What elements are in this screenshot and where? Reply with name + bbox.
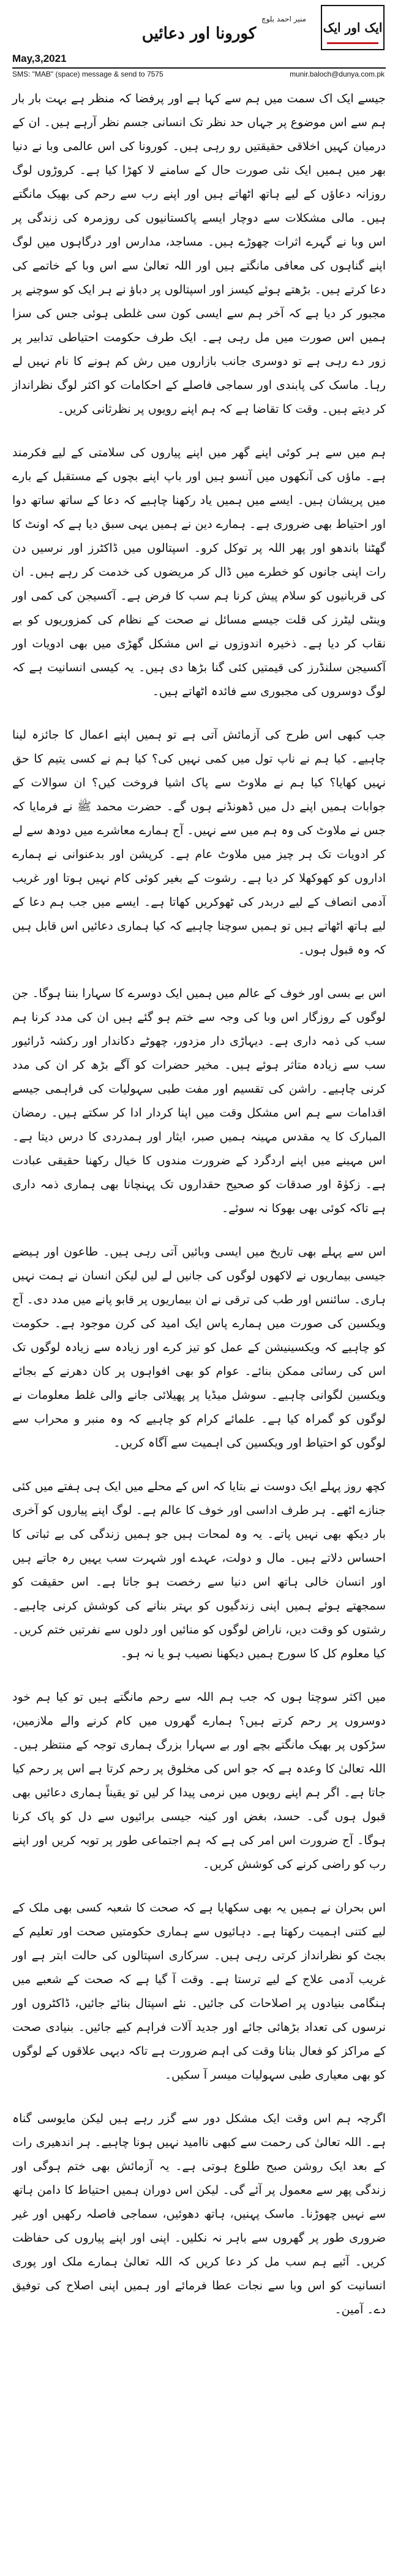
article-body	[12, 87, 386, 2322]
article-paragraph: اس بحران نے ہمیں یہ بھی سکھایا ہے کہ صحت کا شعبہ کسی بھی ملک کے لیے کتنی اہمیت رکھتا ہے۔ دہائیوں سے ہماری حکومتیں صحت اور تعلیم کے بجٹ کو نظرانداز کرتی رہی ہیں۔ سرکاری اسپتالوں کی حالت ابتر ہے اور غریب آدمی علاج کے لیے ترستا ہے۔ وقت آ گیا ہے کہ صحت کے شعبے میں ہنگامی بنیادوں پر اصلاحات کی جائیں۔ نئے اسپتال بنائے جائیں، ڈاکٹروں اور نرسوں کی تعداد بڑھائی جائے اور جدید آلات فراہم کیے جائیں۔ بنیادی صحت کے مراکز کو فعال بنانا وقت کی اہم ضرورت ہے تاکہ دیہی علاقوں کے لوگوں کو بھی معیاری طبی سہولیات میسر آ سکیں۔	[12, 1901, 386, 2082]
header-divider	[12, 67, 386, 69]
paragraph-spacer	[12, 1666, 386, 1685]
column-logo	[321, 5, 385, 50]
article-paragraph: اگرچہ ہم اس وقت ایک مشکل دور سے گزر رہے ہیں لیکن مایوسی گناہ ہے۔ اللہ تعالیٰ کی رحمت سے کبھی ناامید نہیں ہونا چاہیے۔ ہر اندھیری رات کے بعد ایک روشن صبح طلوع ہوتی ہے۔ یہ آزمائش بھی ختم ہوگی اور زندگی پھر سے معمول پر آئے گی۔ لیکن اس دوران ہمیں احتیاط کا دامن ہاتھ سے نہیں چھوڑنا۔ ماسک پہنیں، ہاتھ دھوئیں، سماجی فاصلہ رکھیں اور غیر ضروری طور پر گھروں سے باہر نہ نکلیں۔ اپنی اور اپنے پیاروں کی حفاظت کریں۔ آئیے ہم سب مل کر دعا کریں کہ اللہ تعالیٰ ہمارے ملک اور پوری انسانیت کو اس وبا سے نجات عطا فرمائے اور ہمیں اپنی اصلاح کی توفیق دے۔ آمین۔	[12, 2112, 386, 2316]
paragraph-spacer	[12, 962, 386, 982]
columnist-name: منیر احمد بلوچ	[261, 15, 306, 23]
column-header	[0, 0, 398, 80]
article-paragraph: ہم میں سے ہر کوئی اپنے گھر میں اپنے پیاروں کی سلامتی کے لیے فکرمند ہے۔ ماؤں کی آنکھوں میں آنسو ہیں اور باپ اپنے بچوں کے مستقبل کے بارے میں پریشان ہیں۔ ایسے میں ہمیں یاد رکھنا چاہیے کہ دعا کے ساتھ ساتھ دوا اور احتیاط بھی ضروری ہے۔ ہمارے دین نے ہمیں یہی سبق دیا ہے کہ اونٹ کا گھٹنا باندھو اور پھر اللہ پر توکل کرو۔ اسپتالوں میں ڈاکٹرز اور نرسیں دن رات اپنی جانوں کو خطرے میں ڈال کر مریضوں کی خدمت کر رہے ہیں۔ ان کی قربانیوں کو سلام پیش کرنا ہم سب کا فرض ہے۔ آکسیجن کی کمی اور وینٹی لیٹرز کی قلت جیسے مسائل نے صحت کے نظام کی کمزوریوں کو بے نقاب کر دیا ہے۔ ذخیرہ اندوزوں نے اس مشکل گھڑی میں بھی ادویات اور آکسیجن سلنڈرز کی قیمتیں کئی گنا بڑھا دی ہیں۔ یہ کیسی انسانیت ہے کہ لوگ دوسروں کی مجبوری سے فائدہ اٹھاتے ہیں۔	[12, 446, 386, 698]
paragraph-spacer	[12, 2087, 386, 2107]
article-paragraph: اس بے بسی اور خوف کے عالم میں ہمیں ایک دوسرے کا سہارا بننا ہوگا۔ جن لوگوں کے روزگار اس وبا کی وجہ سے ختم ہو گئے ہیں ان کی مدد کرنا ہم سب کی ذمہ داری ہے۔ دیہاڑی دار مزدور، چھوٹے دکاندار اور رکشہ ڈرائیور سب سے زیادہ متاثر ہوئے ہیں۔ مخیر حضرات کو آگے بڑھ کر ان کی مدد کرنی چاہیے۔ راشن کی تقسیم اور مفت طبی سہولیات کی فراہمی جیسے اقدامات سے ہم اس مشکل وقت میں اپنا کردار ادا کر سکتے ہیں۔ رمضان المبارک کا یہ مقدس مہینہ ہمیں صبر، ایثار اور ہمدردی کا درس دیتا ہے۔ اس مہینے میں اپنے اردگرد کے ضرورت مندوں کا خیال رکھنا حقیقی عبادت ہے۔ زکوٰۃ اور صدقات کو صحیح حقداروں تک پہنچانا بھی ہماری ذمہ داری ہے تاکہ کوئی بھی بھوکا نہ سوئے۔	[12, 987, 386, 1215]
logo-accent-bar	[327, 42, 378, 44]
publish-date: May,3,2021	[12, 53, 67, 64]
article-paragraph: میں اکثر سوچتا ہوں کہ جب ہم اللہ سے رحم مانگتے ہیں تو کیا ہم خود دوسروں پر رحم کرتے ہیں؟ ہمارے گھروں میں کام کرنے والے ملازمین، سڑکوں پر بھیک مانگتے بچے اور بے سہارا بزرگ ہماری توجہ کے منتظر ہیں۔ اللہ تعالیٰ کا وعدہ ہے کہ جو اس کی مخلوق پر رحم کرتا ہے اس پر رحم کیا جاتا ہے۔ اگر ہم اپنے رویوں میں نرمی پیدا کر لیں تو یقیناً ہماری دعائیں بھی قبول ہوں گی۔ حسد، بغض اور کینہ جیسی برائیوں سے دل کو پاک کرنا ہوگا۔ آج ضرورت اس امر کی ہے کہ ہم اجتماعی طور پر توبہ کریں اور اپنے رب کو راضی کرنے کی کوشش کریں۔	[12, 1690, 386, 1871]
article-title: کورونا اور دعائیں	[141, 24, 257, 43]
article-paragraph: جیسے ایک اک سمت میں ہم سے کہا ہے اور پرفضا کہ منظر ہے بہت بار بار ہم سے اس موضوع پر جہاں حد نظر تک انسانی جسم نظر آرہے ہیں۔ ان کے درمیان کہیں اخلاقی حقیقتیں رو رہی ہیں۔ کورونا کی اس عالمی وبا نے دنیا بھر میں ہمیں ایک نئی صورت حال کے سامنے لا کھڑا کیا ہے۔ کروڑوں لوگ روزانہ دعاؤں کے لیے ہاتھ اٹھاتے ہیں اور اپنے رب سے رحم کی بھیک مانگتے ہیں۔ مالی مشکلات سے دوچار ایسے پاکستانیوں کی روزمرہ کی زندگی پر اس وبا نے گہرے اثرات چھوڑے ہیں۔ مساجد، مدارس اور درگاہوں میں لوگ اپنے گناہوں کی معافی مانگتے ہیں اور اللہ تعالیٰ سے اس وبا کے خاتمے کی دعا کرتے ہیں۔ بڑھتے ہوئے کیسز اور اسپتالوں پر دباؤ نے ہر ایک کو سوچنے پر مجبور کر دیا ہے کہ آخر ہم سے ایسی کون سی غلطی ہوئی جس کی سزا ہمیں اس صورت میں مل رہی ہے۔ ایک طرف حکومت احتیاطی تدابیر پر زور دے رہی ہے تو دوسری جانب بازاروں میں رش کم ہونے کا نام نہیں لے رہا۔ ماسک کی پابندی اور سماجی فاصلے کے احکامات کو اکثر لوگ نظرانداز کر دیتے ہیں۔ وقت کا تقاضا ہے کہ ہم اپنے رویوں پر نظرثانی کریں۔	[12, 92, 386, 416]
author-email[interactable]: munir.baloch@dunya.com.pk	[290, 70, 385, 78]
paragraph-spacer	[12, 421, 386, 441]
paragraph-spacer	[12, 1455, 386, 1475]
article-paragraph: اس سے پہلے بھی تاریخ میں ایسی وبائیں آتی رہی ہیں۔ طاعون اور ہیضے جیسی بیماریوں نے لاکھوں لوگوں کی جانیں لے لیں لیکن انسان نے ہمت نہیں ہاری۔ سائنس اور طب کی ترقی نے ان بیماریوں پر قابو پانے میں مدد دی۔ آج ویکسین کی صورت میں ہمارے پاس ایک امید کی کرن موجود ہے۔ حکومت کو چاہیے کہ ویکسینیشن کے عمل کو تیز کرے اور زیادہ سے زیادہ لوگوں تک اس کی رسائی ممکن بنائے۔ عوام کو بھی افواہوں پر کان دھرنے کے بجائے ویکسین لگوانی چاہیے۔ سوشل میڈیا پر پھیلائی جانے والی غلط معلومات نے لوگوں کو گمراہ کیا ہے۔ علمائے کرام کو چاہیے کہ وہ منبر و محراب سے لوگوں کو احتیاط اور ویکسین کی اہمیت سے آگاہ کریں۔	[12, 1245, 386, 1450]
paragraph-spacer	[12, 1877, 386, 1896]
sms-instructions: SMS: "MAB" (space) message & send to 7575	[12, 70, 163, 78]
paragraph-spacer	[12, 1221, 386, 1240]
logo-text: ایک اور ایک	[323, 20, 383, 35]
article-paragraph: جب کبھی اس طرح کی آزمائش آتی ہے تو ہمیں اپنے اعمال کا جائزہ لینا چاہیے۔ کیا ہم نے ناپ تول میں کمی نہیں کی؟ کیا ہم نے کسی یتیم کا حق نہیں کھایا؟ کیا ہم نے ملاوٹ سے پاک اشیا فروخت کیں؟ ان سوالات کے جوابات ہمیں اپنے دل میں ڈھونڈنے ہوں گے۔ حضرت محمد ﷺ نے فرمایا کہ جس نے ملاوٹ کی وہ ہم میں سے نہیں۔ آج ہمارے معاشرے میں دودھ سے لے کر ادویات تک ہر چیز میں ملاوٹ عام ہے۔ کرپشن اور بدعنوانی نے ہمارے اداروں کو کھوکھلا کر دیا ہے۔ رشوت کے بغیر کوئی کام نہیں ہوتا اور غریب آدمی انصاف کے لیے دربدر کی ٹھوکریں کھاتا ہے۔ ایسے میں جب ہم دعا کے لیے ہاتھ اٹھاتے ہیں تو ہمیں سوچنا چاہیے کہ کیا ہماری دعائیں اس قابل ہیں کہ وہ قبول ہوں۔	[12, 728, 386, 957]
paragraph-spacer	[12, 704, 386, 723]
article-paragraph: کچھ روز پہلے ایک دوست نے بتایا کہ اس کے محلے میں ایک ہی ہفتے میں کئی جنازے اٹھے۔ ہر طرف اداسی اور خوف کا عالم ہے۔ لوگ اپنے پیاروں کو آخری بار دیکھ بھی نہیں پاتے۔ یہ وہ لمحات ہیں جو ہمیں زندگی کی بے ثباتی کا احساس دلاتے ہیں۔ مال و دولت، عہدے اور شہرت سب یہیں رہ جاتے ہیں اور انسان خالی ہاتھ اس دنیا سے رخصت ہو جاتا ہے۔ اس حقیقت کو سمجھتے ہوئے ہمیں اپنی زندگیوں کو بہتر بنانے کی کوشش کرنی چاہیے۔ رشتوں کو وقت دیں، ناراض لوگوں کو منائیں اور دلوں سے نفرتیں ختم کریں۔ کیا معلوم کل کا سورج ہمیں دیکھنا نصیب ہو یا نہ ہو۔	[12, 1480, 386, 1660]
